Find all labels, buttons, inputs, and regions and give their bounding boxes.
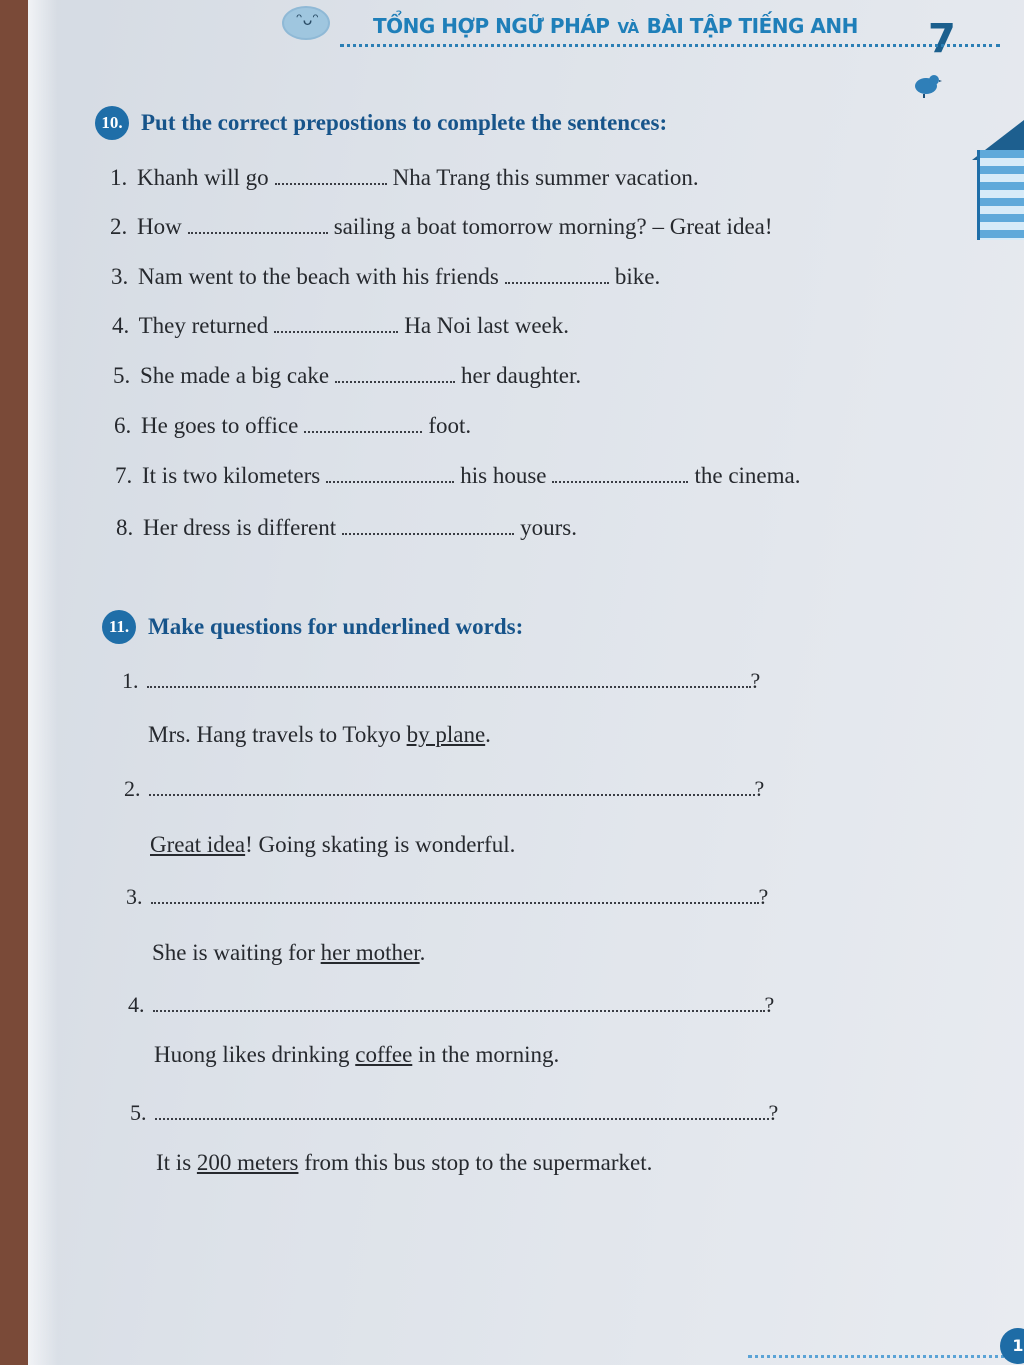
workbook-page [28,0,1024,1365]
item-number: 3. [126,884,143,909]
ex10-item-1 [110,165,699,191]
sentence-end: the cinema. [694,463,801,488]
sentence-start: Nam went to the beach with his friends [138,264,499,289]
header-title-sub: BÀI TẬP TIẾNG ANH [646,14,858,38]
header-title-main: TỔNG HỢP NGỮ PHÁP [373,14,610,38]
item-number: 1. [122,668,139,693]
sentence-end: foot. [428,413,472,438]
answer-line[interactable] [151,888,759,904]
ex11-item-3-sentence [152,940,425,966]
sentence-start: Khanh will go [137,165,269,190]
ex11-item-2-sentence [150,832,515,858]
answer-blank-1[interactable] [326,463,454,483]
item-number: 2. [124,776,141,801]
question-mark: ? [768,1100,779,1125]
ex11-item-1-answer-line [122,668,760,694]
ex10-item-6 [114,413,471,439]
page-header [278,0,998,70]
answer-blank[interactable] [304,413,422,433]
sentence-start: Her dress is different [143,515,337,540]
exercise-10-heading [95,106,667,140]
sentence-start: She made a big cake [140,363,330,388]
answer-blank[interactable] [505,264,609,284]
footer-wave-decoration [748,1345,1018,1358]
item-number: 2. [110,214,128,239]
question-mark: ? [758,884,769,909]
sentence-end: her daughter. [461,363,582,388]
sentence-pre: Mrs. Hang travels to Tokyo [148,722,407,747]
underlined-words: her mother [320,940,420,965]
answer-blank[interactable] [335,363,455,383]
ex10-item-5 [113,363,581,389]
item-number: 5. [113,363,131,388]
item-number: 6. [114,413,132,438]
underlined-words: coffee [355,1042,413,1067]
page-gutter [28,0,58,1365]
exercise-11-badge: 11. [102,610,136,644]
item-number: 8. [116,515,134,540]
sentence-start: It is two kilometers [142,463,321,488]
underlined-words: Great idea [150,832,246,857]
exercise-11-title: Make questions for underlined words: [148,614,524,639]
sentence-post: from this bus stop to the supermarket. [298,1150,653,1175]
answer-blank[interactable] [274,313,398,333]
underlined-words: by plane [406,722,486,747]
answer-line[interactable] [155,1104,769,1120]
sentence-post: . [485,722,491,747]
sentence-end: yours. [520,515,577,540]
sentence-middle: his house [460,463,547,488]
ex10-item-8 [116,515,577,541]
sentence-end: Ha Noi last week. [404,313,570,338]
item-number: 3. [111,264,129,289]
answer-blank[interactable] [188,214,328,234]
question-mark: ? [764,992,775,1017]
ex11-item-1-sentence [148,722,491,748]
answer-line[interactable] [147,672,751,688]
header-divider [340,44,1000,47]
ex10-item-4 [112,313,569,339]
ex11-item-4-sentence [154,1042,559,1068]
grade-number: 7 [928,16,956,62]
sentence-start: They returned [138,313,269,338]
answer-blank[interactable] [275,165,387,185]
underlined-words: 200 meters [196,1150,299,1175]
ex11-item-3-answer-line [126,884,768,910]
ex10-item-3 [111,264,660,290]
exercise-10-badge: 10. [95,106,129,140]
ex11-item-4-answer-line [128,992,774,1018]
header-title [373,14,858,38]
house-decoration [977,150,1024,240]
sentence-post: ! Going skating is wonderful. [245,832,516,857]
item-number: 4. [112,313,130,338]
answer-line[interactable] [149,780,755,796]
sentence-end: bike. [614,264,661,289]
sentence-pre: She is waiting for [152,940,321,965]
item-number: 4. [128,992,145,1017]
ex11-item-2-answer-line [124,776,764,802]
sentence-pre: Huong likes drinking [154,1042,356,1067]
answer-line[interactable] [153,996,765,1012]
sun-icon: ᵔᴗᵔ [282,6,330,40]
sentence-end: Nha Trang this summer vacation. [392,165,699,190]
item-number: 5. [130,1100,147,1125]
sentence-post: in the morning. [412,1042,560,1067]
ex10-item-7 [115,463,801,489]
sentence-end: sailing a boat tomorrow morning? – Great idea! [333,214,773,239]
exercise-11-heading [102,610,523,644]
answer-blank[interactable] [342,515,514,535]
item-number: 7. [115,463,133,488]
sentence-start: How [137,214,182,239]
ex11-item-5-answer-line [130,1100,778,1126]
sentence-start: He goes to office [141,413,299,438]
question-mark: ? [750,668,761,693]
question-mark: ? [754,776,765,801]
item-number: 1. [110,165,128,190]
ex10-item-2 [110,214,773,240]
sentence-pre: It is [156,1150,197,1175]
header-title-conj: VÀ [617,19,639,37]
bird-icon [908,72,942,98]
page-number: 1 [1000,1328,1024,1364]
answer-blank-2[interactable] [552,463,688,483]
ex11-item-5-sentence [156,1150,652,1176]
exercise-10-title: Put the correct prepostions to complete the sentences: [141,110,668,135]
sentence-post: . [419,940,426,965]
